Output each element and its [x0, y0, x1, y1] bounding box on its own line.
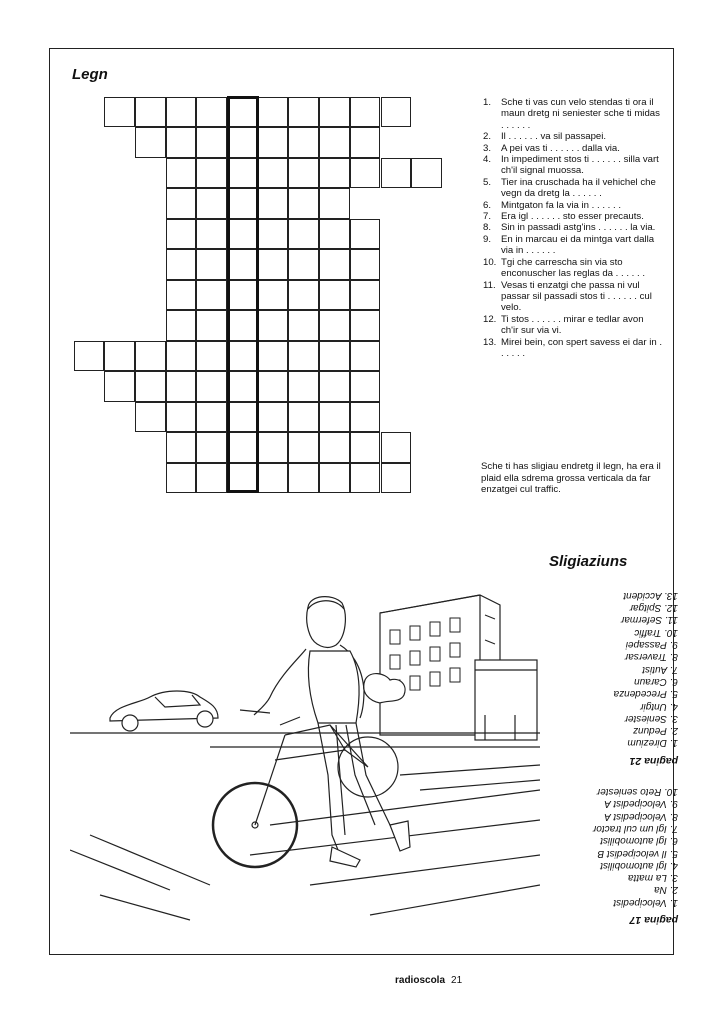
- grid-cell[interactable]: [258, 188, 289, 219]
- grid-cell[interactable]: [166, 463, 197, 494]
- grid-cell[interactable]: [319, 341, 350, 372]
- grid-cell[interactable]: [350, 463, 381, 494]
- grid-cell[interactable]: [258, 310, 289, 341]
- grid-cell[interactable]: [319, 402, 350, 433]
- clue-number: 12.: [483, 313, 497, 325]
- grid-cell[interactable]: [196, 371, 227, 402]
- grid-cell[interactable]: [319, 432, 350, 463]
- grid-cell[interactable]: [288, 219, 319, 250]
- grid-cell[interactable]: [319, 188, 350, 219]
- grid-cell[interactable]: [135, 402, 166, 433]
- grid-cell[interactable]: [319, 463, 350, 494]
- grid-cell[interactable]: [166, 341, 197, 372]
- grid-cell[interactable]: [166, 371, 197, 402]
- grid-cell[interactable]: [166, 402, 197, 433]
- solution-item: 3. La matta: [627, 872, 678, 884]
- page-footer: [395, 975, 462, 986]
- grid-cell[interactable]: [135, 97, 166, 128]
- grid-cell[interactable]: [288, 371, 319, 402]
- solution-item: 6. Igl automobilist: [600, 835, 678, 847]
- grid-cell[interactable]: [74, 341, 105, 372]
- grid-cell[interactable]: [350, 219, 381, 250]
- grid-cell[interactable]: [350, 158, 381, 189]
- clue-number: 3.: [483, 142, 492, 154]
- clue-item: [483, 257, 663, 280]
- solution-item: 9. Velocipedist A: [604, 798, 678, 810]
- grid-cell[interactable]: [166, 280, 197, 311]
- solution-item: 5. Precedenza: [613, 688, 678, 700]
- grid-cell[interactable]: [288, 188, 319, 219]
- grid-cell[interactable]: [196, 158, 227, 189]
- clue-item: [483, 280, 663, 314]
- grid-cell[interactable]: [258, 219, 289, 250]
- grid-cell[interactable]: [196, 188, 227, 219]
- grid-cell[interactable]: [196, 402, 227, 433]
- clue-text: Tgi che carrescha sin via sto enconuscher las reglas da . . . . . .: [501, 256, 645, 280]
- clue-number: 2.: [483, 131, 492, 143]
- solutions-list-21: [538, 589, 678, 749]
- grid-cell[interactable]: [196, 310, 227, 341]
- grid-cell[interactable]: [196, 463, 227, 494]
- grid-cell[interactable]: [350, 371, 381, 402]
- grid-cell[interactable]: [258, 463, 289, 494]
- grid-cell[interactable]: [288, 402, 319, 433]
- solutions-list-17: [538, 785, 678, 908]
- clue-text: Mintgaton fa la via in . . . . . .: [501, 199, 621, 211]
- grid-cell[interactable]: [135, 341, 166, 372]
- grid-cell[interactable]: [288, 158, 319, 189]
- grid-cell[interactable]: [258, 249, 289, 280]
- grid-cell[interactable]: [166, 97, 197, 128]
- clue-text: En in marcau ei da mintga vart dalla via in . . . . . .: [501, 233, 655, 257]
- grid-cell[interactable]: [288, 310, 319, 341]
- grid-cell[interactable]: [104, 371, 135, 402]
- grid-cell[interactable]: [319, 310, 350, 341]
- clue-number: 7.: [483, 211, 492, 223]
- grid-cell[interactable]: [350, 127, 381, 158]
- grid-cell[interactable]: [288, 280, 319, 311]
- grid-cell[interactable]: [196, 127, 227, 158]
- clue-text: Vesas ti enzatgi che passa ni vul passar sil passadi stos ti . . . . . . cul velo.: [501, 279, 652, 314]
- grid-cell[interactable]: [196, 341, 227, 372]
- grid-cell[interactable]: [319, 371, 350, 402]
- solution-item: 8. Velocipedist A: [604, 810, 678, 822]
- solution-item: 1. Velocipedist: [613, 896, 678, 908]
- grid-cell[interactable]: [104, 341, 135, 372]
- grid-cell[interactable]: [350, 97, 381, 128]
- clue-item: [483, 143, 663, 154]
- clue-text: Sche ti vas cun velo stendas ti ora il maun dretg ni seniester sche ti midas . . . . . .: [501, 97, 660, 131]
- grid-cell[interactable]: [196, 219, 227, 250]
- grid-cell[interactable]: [350, 341, 381, 372]
- grid-cell[interactable]: [196, 432, 227, 463]
- grid-cell[interactable]: [319, 127, 350, 158]
- clue-number: 5.: [483, 176, 492, 188]
- grid-cell[interactable]: [350, 249, 381, 280]
- highlighted-solution-column: [227, 96, 259, 493]
- solution-item: 10. Traffic: [634, 626, 678, 638]
- solution-item: 6. Caraun: [634, 675, 678, 687]
- grid-cell[interactable]: [166, 127, 197, 158]
- solution-item: 7. Igl um cul tractor: [592, 822, 678, 834]
- grid-cell[interactable]: [258, 280, 289, 311]
- grid-cell[interactable]: [166, 188, 197, 219]
- grid-cell[interactable]: [166, 158, 197, 189]
- boy-with-bicycle-illustration: [70, 585, 540, 930]
- clue-text: In impediment stos ti . . . . . . silla vart ch'il signal muossa.: [501, 154, 659, 177]
- clue-number: 1.: [483, 97, 492, 108]
- clue-item: [483, 131, 663, 142]
- clue-text: Il . . . . . . va sil passapei.: [501, 131, 607, 143]
- clue-item: [483, 97, 663, 131]
- clue-item: [483, 337, 663, 360]
- clue-text: Sin in passadi astg'ins . . . . . . la via.: [501, 222, 656, 234]
- clue-item: [483, 234, 663, 257]
- clue-item: [483, 314, 663, 337]
- grid-cell[interactable]: [319, 97, 350, 128]
- solution-item: 4. Untgir: [640, 700, 678, 712]
- grid-cell[interactable]: [258, 371, 289, 402]
- clue-item: [483, 222, 663, 233]
- grid-cell[interactable]: [381, 97, 412, 128]
- grid-cell[interactable]: [258, 97, 289, 128]
- clue-text: A pei vas ti . . . . . . dalla via.: [501, 142, 620, 154]
- solution-item: 8. Traversar: [624, 651, 678, 663]
- grid-cell[interactable]: [381, 158, 412, 189]
- grid-cell[interactable]: [288, 127, 319, 158]
- grid-cell[interactable]: [381, 432, 412, 463]
- solution-item: 2. Na: [654, 884, 678, 896]
- grid-cell[interactable]: [319, 249, 350, 280]
- solution-item: 2. Pedunz: [632, 725, 678, 737]
- clue-number: 6.: [483, 199, 492, 211]
- grid-cell[interactable]: [135, 127, 166, 158]
- solutions-heading-17: pagina 17: [629, 914, 678, 926]
- footer-brand: radioscola: [395, 975, 446, 986]
- puzzle-note: Sche ti has sligiau endretg il legn, ha era il plaid ella sdrema grossa verticala da far enzatgei cul traffic.: [481, 461, 661, 496]
- grid-cell[interactable]: [258, 402, 289, 433]
- solution-item: 7. Autist: [642, 663, 678, 675]
- solution-item: 4. Igl automobilist: [600, 859, 678, 871]
- grid-cell[interactable]: [166, 219, 197, 250]
- clue-list: [483, 97, 663, 359]
- clue-number: 4.: [483, 154, 492, 166]
- upside-down-solutions: [538, 570, 678, 930]
- grid-cell[interactable]: [288, 463, 319, 494]
- clue-item: [483, 211, 663, 222]
- solution-item: 12. Spitgar: [629, 602, 678, 614]
- page-number: 21: [451, 975, 463, 986]
- grid-cell[interactable]: [258, 158, 289, 189]
- grid-cell[interactable]: [104, 97, 135, 128]
- grid-cell[interactable]: [288, 432, 319, 463]
- solution-item: 9. Passapei: [625, 639, 678, 651]
- grid-cell[interactable]: [381, 463, 412, 494]
- grid-cell[interactable]: [411, 158, 442, 189]
- grid-cell[interactable]: [166, 432, 197, 463]
- solutions-heading-21: pagina 21: [629, 754, 678, 767]
- grid-cell[interactable]: [135, 371, 166, 402]
- clue-number: 11.: [483, 279, 496, 291]
- clue-number: 9.: [483, 233, 492, 245]
- grid-cell[interactable]: [350, 310, 381, 341]
- grid-cell[interactable]: [196, 249, 227, 280]
- clue-text: Era igl . . . . . . sto esser precauts.: [501, 211, 644, 223]
- grid-cell[interactable]: [319, 219, 350, 250]
- grid-cell[interactable]: [258, 127, 289, 158]
- clue-text: Ti stos . . . . . . mirar e tedlar avon ch'ir sur via vi.: [501, 313, 644, 337]
- clue-number: 13.: [483, 336, 497, 348]
- solution-item: 5. Il velocipedist B: [597, 847, 678, 859]
- clue-text: Mirei bein, con spert savess ei dar in . . . . . .: [501, 336, 663, 359]
- grid-cell[interactable]: [166, 249, 197, 280]
- puzzle-title: Legn: [72, 66, 108, 83]
- solution-item: 3. Seniester: [624, 712, 678, 724]
- solutions-title: Sligiaziuns: [549, 553, 628, 570]
- grid-cell[interactable]: [288, 249, 319, 280]
- grid-cell[interactable]: [288, 341, 319, 372]
- grid-cell[interactable]: [350, 402, 381, 433]
- clue-item: [483, 200, 663, 211]
- grid-cell[interactable]: [350, 432, 381, 463]
- grid-cell[interactable]: [319, 158, 350, 189]
- grid-cell[interactable]: [166, 310, 197, 341]
- solution-item: 1. Direzium: [627, 737, 678, 749]
- clue-item: [483, 154, 663, 177]
- grid-cell[interactable]: [258, 341, 289, 372]
- grid-cell[interactable]: [350, 280, 381, 311]
- solution-item: 11. Sefermar: [620, 614, 678, 626]
- grid-cell[interactable]: [288, 97, 319, 128]
- solution-item: 10. Reto seniester: [596, 786, 678, 798]
- grid-cell[interactable]: [319, 280, 350, 311]
- grid-cell[interactable]: [196, 280, 227, 311]
- clue-text: Tier ina cruschada ha il vehichel che vegn da dretg la . . . . . .: [501, 176, 656, 200]
- clue-number: 10.: [483, 256, 497, 268]
- grid-cell[interactable]: [258, 432, 289, 463]
- grid-cell[interactable]: [196, 97, 227, 128]
- solution-item: 13. Accident: [623, 589, 678, 601]
- clue-number: 8.: [483, 222, 492, 234]
- clue-item: [483, 177, 663, 200]
